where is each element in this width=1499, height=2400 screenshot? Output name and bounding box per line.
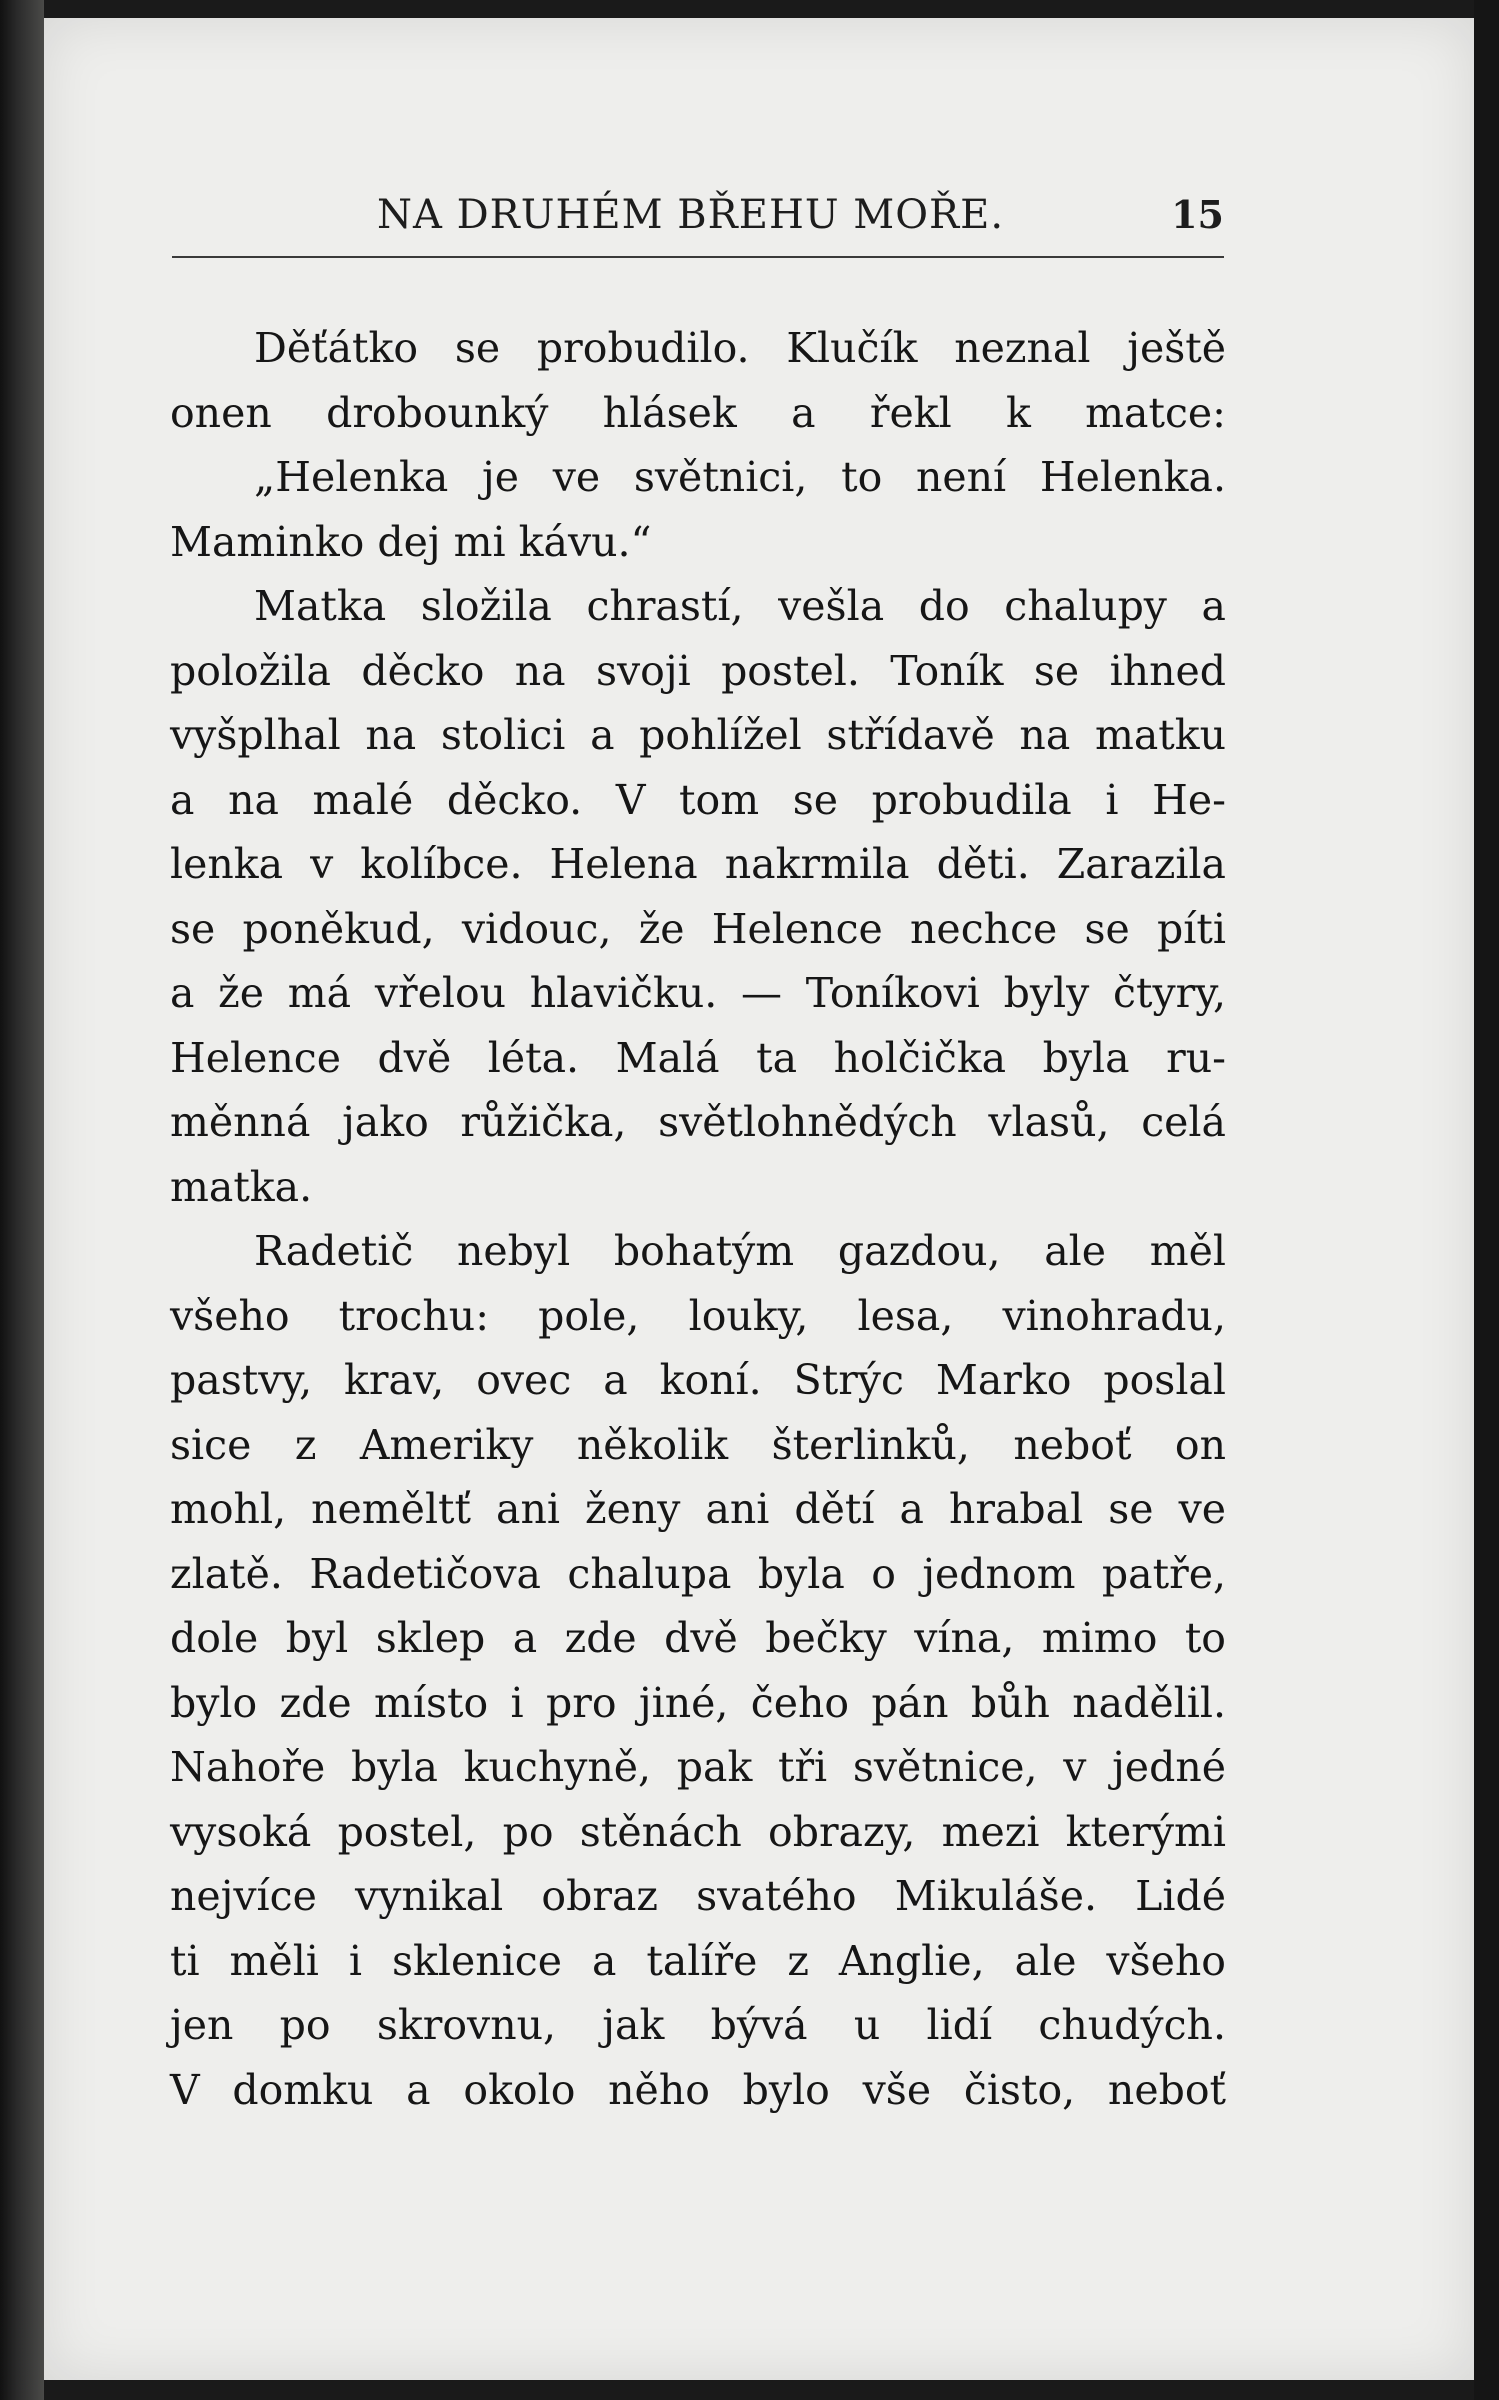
text-line: matka. (170, 1162, 313, 1211)
text-line: nejvíce vynikal obraz svatého Mikuláše. Lidé (170, 1872, 1226, 1920)
text-line: bylo zde místo i pro jiné, čeho pán bůh nadělil. (170, 1678, 1226, 1727)
book-spine-edge (0, 0, 44, 2400)
text-line: Děťátko se probudilo. Klučík neznal ještě (254, 324, 1226, 372)
text-line: jen po skrovnu, jak bývá u lidí chudých. (170, 2001, 1226, 2049)
text-line: dole byl sklep a zde dvě bečky vína, mimo to (170, 1614, 1226, 1662)
text-line: sice z Ameriky několik šterlinků, neboť on (170, 1420, 1226, 1469)
text-line: Maminko dej mi kávu.“ (170, 517, 652, 566)
text-line: položila děcko na svoji postel. Toník se ihned (170, 646, 1226, 695)
text-line: pastvy, krav, ovec a koní. Strýc Marko poslal (170, 1356, 1226, 1404)
text-line: se poněkud, vidouc, že Helence nechce se píti (170, 904, 1226, 953)
text-line: Nahoře byla kuchyně, pak tři světnice, v jedné (170, 1743, 1226, 1791)
text-line: Radetič nebyl bohatým gazdou, ale měl (254, 1227, 1226, 1275)
text-line: Matka složila chrastí, vešla do chalupy a (254, 582, 1226, 630)
text-line: a že má vřelou hlavičku. — Toníkovi byly čtyry, (170, 969, 1226, 1017)
page-header (172, 188, 1224, 258)
text-line: všeho trochu: pole, louky, lesa, vinohradu, (170, 1291, 1226, 1340)
text-line: Helence dvě léta. Malá ta holčička byla ru- (170, 1033, 1226, 1082)
page-number: 15 (1171, 192, 1224, 237)
text-line: měnná jako růžička, světlohnědých vlasů, celá (170, 1098, 1226, 1146)
text-line: „Helenka je ve světnici, to není Helenka. (254, 453, 1226, 501)
text-line: lenka v kolíbce. Helena nakrmila děti. Zarazila (170, 840, 1226, 888)
text-line: vyšplhal na stolici a pohlížel střídavě na matku (170, 711, 1226, 759)
text-line: V domku a okolo něho bylo vše čisto, neboť (170, 2065, 1226, 2114)
header-rule (172, 256, 1224, 258)
text-line: a na malé děcko. V tom se probudila i He- (170, 775, 1226, 824)
body-text (170, 316, 1226, 2122)
running-title: NA DRUHÉM BŘEHU MOŘE. (377, 192, 1005, 238)
text-line: ti měli i sklenice a talíře z Anglie, ale všeho (170, 1936, 1226, 1985)
text-line: zlatě. Radetičova chalupa byla o jednom patře, (170, 1549, 1226, 1598)
scan-border-right (1474, 0, 1499, 2400)
text-line: mohl, neměltť ani ženy ani dětí a hrabal se ve (170, 1485, 1226, 1533)
text-line: vysoká postel, po stěnách obrazy, mezi kterými (170, 1807, 1226, 1856)
text-line: onen drobounký hlásek a řekl k matce: (170, 388, 1226, 437)
